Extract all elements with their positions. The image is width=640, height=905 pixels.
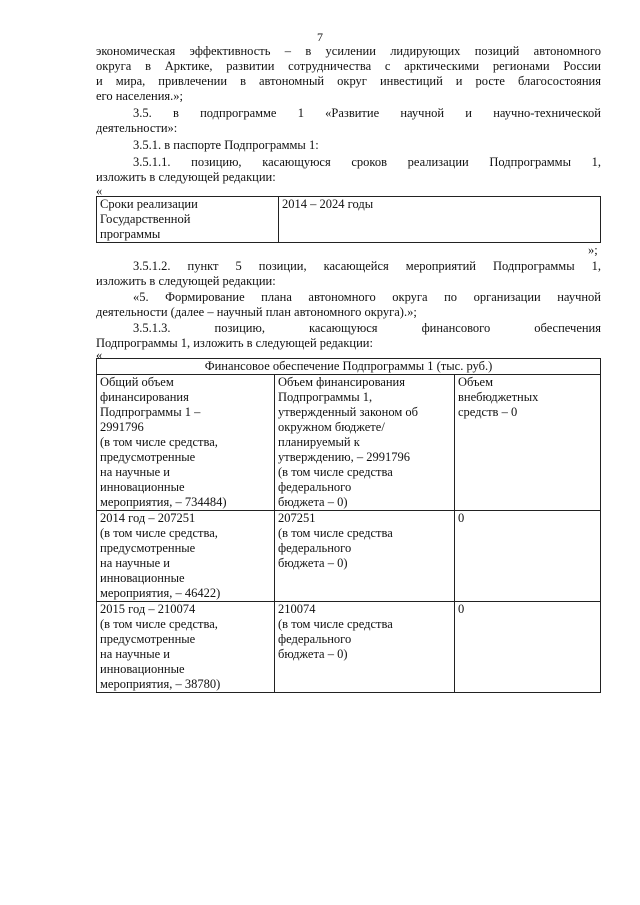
quote-item5-line2: деятельности (далее – научный план автономного округа).»;	[96, 305, 417, 319]
deadline-value-cell: 2014 – 2024 годы	[279, 197, 601, 243]
item-3-5-1-3-line2: Подпрограммы 1, изложить в следующей редакции:	[96, 336, 373, 350]
year-2015-total-cell: 2015 год – 210074 (в том числе средства, предусмотренные на научные и инновационные мероприятия, – 38780)	[97, 602, 275, 693]
item-3-5-line2: деятельности»:	[96, 121, 178, 135]
page-number: 7	[317, 30, 323, 44]
total-volume-cell: Общий объем финансирования Подпрограммы 1 – 2991796 (в том числе средства, предусмотренные на научные и инновационные мероприятия, – 734484)	[97, 375, 275, 511]
financing-table	[96, 358, 601, 693]
item-3-5-1-1-line2: изложить в следующей редакции:	[96, 170, 276, 184]
item-3-5-line1: 3.5. в подпрограмме 1 «Развитие научной и научно-технической	[133, 106, 601, 120]
item-3-5-1: 3.5.1. в паспорте Подпрограммы 1:	[133, 138, 319, 152]
para1-line3: и мира, привлечении в автономный округ инвестиций и росте благосостояния	[96, 74, 601, 88]
deadline-table	[96, 196, 601, 243]
item-3-5-1-3-line1: 3.5.1.3. позицию, касающуюся финансового обеспечения	[133, 321, 601, 335]
para1-line4: его населения.»;	[96, 89, 183, 103]
quote-item5-line1: «5. Формирование плана автономного округа по организации научной	[133, 290, 601, 304]
table-row	[97, 602, 601, 693]
table-row	[97, 375, 601, 511]
deadline-label-cell: Сроки реализации Государственной программы	[97, 197, 279, 243]
item-3-5-1-2-line1: 3.5.1.2. пункт 5 позиции, касающейся мероприятий Подпрограммы 1,	[133, 259, 601, 273]
quote-close-1: »;	[588, 243, 598, 257]
para1-line1: экономическая эффективность – в усилении лидирующих позиций автономного	[96, 44, 601, 58]
financing-header-cell: Финансовое обеспечение Подпрограммы 1 (тыс. руб.)	[97, 359, 601, 375]
year-2015-extrabudget-cell: 0	[455, 602, 601, 693]
table-row	[97, 511, 601, 602]
quote-open-1: «	[96, 184, 103, 198]
year-2014-total-cell: 2014 год – 207251 (в том числе средства, предусмотренные на научные и инновационные мероприятия, – 46422)	[97, 511, 275, 602]
budget-volume-cell: Объем финансирования Подпрограммы 1, утвержденный законом об окружном бюджете/ планируемый к утверждению, – 2991796 (в том числе средства федерального бюджета – 0)	[275, 375, 455, 511]
para1-line2: округа в Арктике, развитии сотрудничества с арктическими регионами России	[96, 59, 601, 73]
year-2014-extrabudget-cell: 0	[455, 511, 601, 602]
item-3-5-1-2-line2: изложить в следующей редакции:	[96, 274, 276, 288]
extrabudget-volume-cell: Объем внебюджетных средств – 0	[455, 375, 601, 511]
year-2015-budget-cell: 210074 (в том числе средства федерального бюджета – 0)	[275, 602, 455, 693]
quote-open-2: «	[96, 348, 103, 362]
year-2014-budget-cell: 207251 (в том числе средства федерального бюджета – 0)	[275, 511, 455, 602]
item-3-5-1-1-line1: 3.5.1.1. позицию, касающуюся сроков реализации Подпрограммы 1,	[133, 155, 601, 169]
